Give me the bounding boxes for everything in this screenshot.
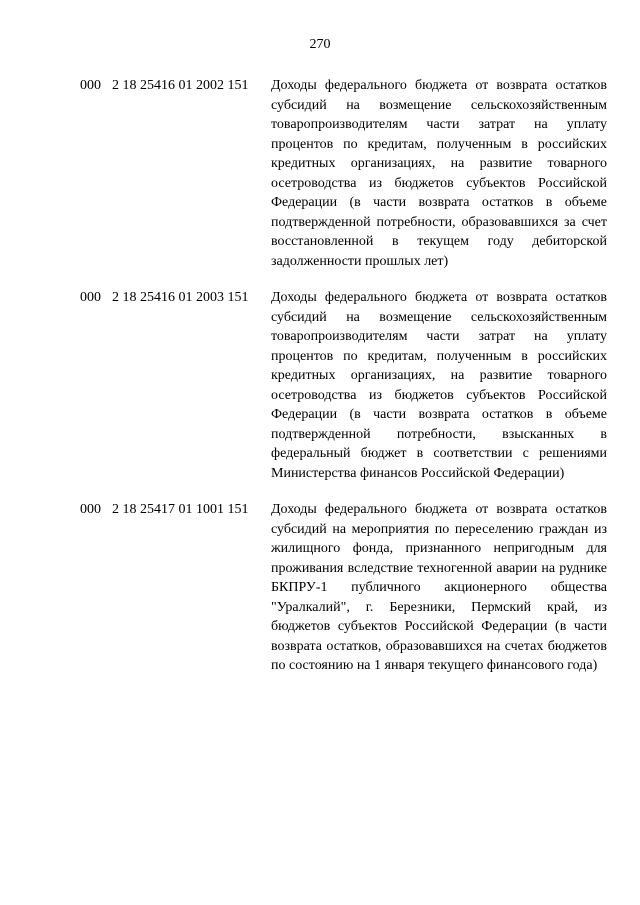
code-description: Доходы федерального бюджета от возврата остатков субсидий на возмещение сельскохозяйственным товаропроизводителям части затрат на уплату процентов по кредитам, полученным в российских кредитных организациях, на развитие товарного осетроводства из бюджетов субъектов Российской Федерации (в части возврата остатков в объеме подтвержденной потребности, образовавшихся за счет восстановленной в текущем году дебиторской задолженности прошлых лет): [271, 78, 607, 269]
budget-classification-code: 2 18 25416 01 2003 151: [112, 290, 249, 305]
admin-code: 000: [80, 502, 101, 517]
code-description: Доходы федерального бюджета от возврата остатков субсидий на возмещение сельскохозяйственным товаропроизводителям части затрат на уплату процентов по кредитам, полученным в российских кредитных организациях, на развитие товарного осетроводства из бюджетов субъектов Российской Федерации (в части возврата остатков в объеме подтвержденной потребности, взысканных в федеральный бюджет в соответствии с решениями Министерства финансов Российской Федерации): [271, 290, 607, 481]
table-row: [0, 76, 640, 271]
budget-classification-code: 2 18 25416 01 2002 151: [112, 78, 249, 93]
admin-code: 000: [80, 78, 101, 93]
admin-code: 000: [80, 290, 101, 305]
page-number: 270: [309, 37, 331, 52]
table-row: [0, 500, 640, 676]
budget-code-table: [0, 76, 640, 693]
table-row: [0, 288, 640, 483]
code-description: Доходы федерального бюджета от возврата остатков субсидий на мероприятия по переселению граждан из жилищного фонда, признанного непригодным для проживания вследствие техногенной аварии на руднике БКПРУ-1 публичного акционерного общества "Уралкалий", г. Березники, Пермский край, из бюджетов субъектов Российской Федерации (в части возврата остатков, образовавшихся на счетах бюджетов по состоянию на 1 января текущего финансового года): [271, 502, 607, 673]
budget-classification-code: 2 18 25417 01 1001 151: [112, 502, 249, 517]
